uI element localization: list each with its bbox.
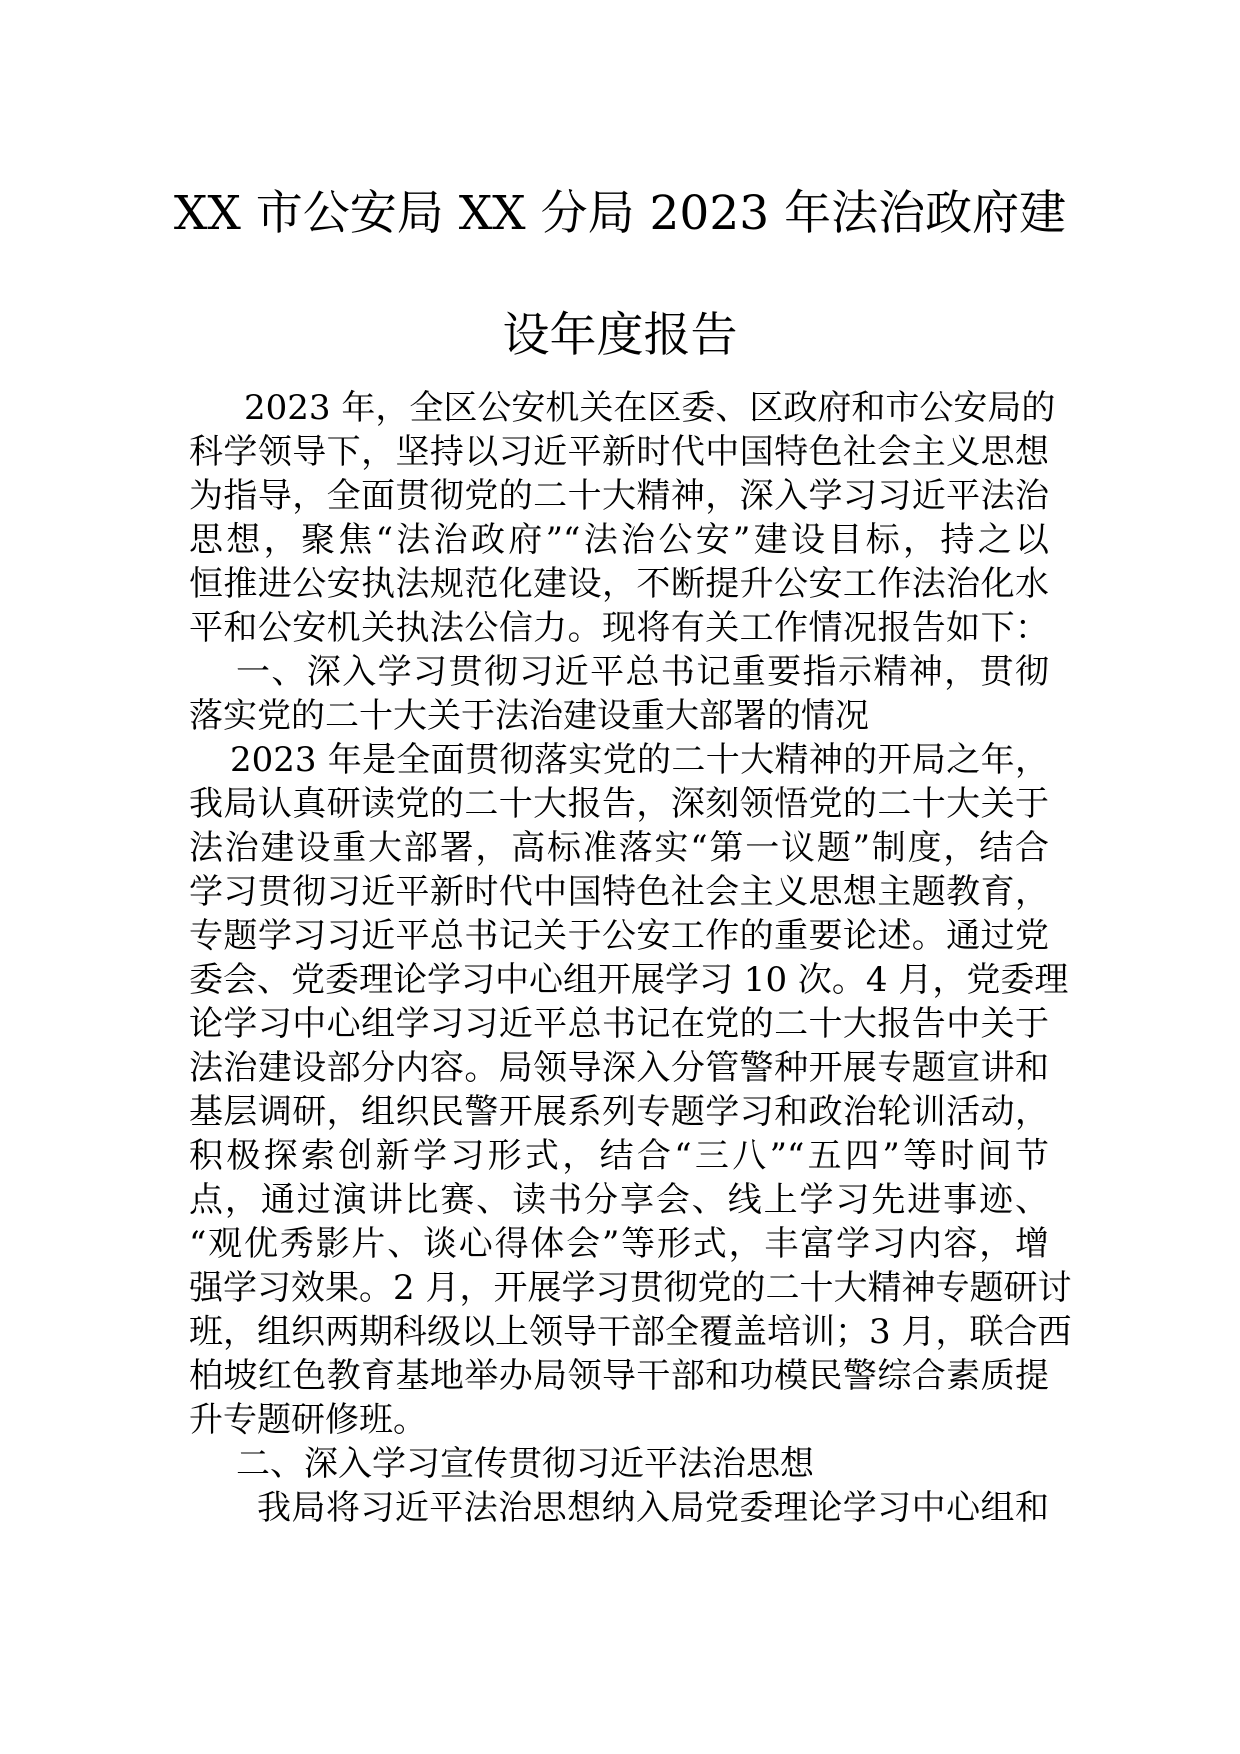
body-line-11: 法治建设重大部署，高标准落实“第一议题”制度，结合: [189, 828, 1049, 868]
body-line-26: 我局将习近平法治思想纳入局党委理论学习中心组和: [257, 1488, 1049, 1528]
body-line-18: 积极探索创新学习形式，结合“三八”“五四”等时间节: [189, 1136, 1049, 1176]
body-line-4: 思想，聚焦“法治政府”“法治公安”建设目标，持之以: [189, 520, 1049, 560]
body-line-10: 我局认真研读党的二十大报告，深刻领悟党的二十大关于: [189, 784, 1049, 824]
document-title-line-2: 设年度报告: [502, 308, 738, 363]
body-line-16: 法治建设部分内容。局领导深入分管警种开展专题宣讲和: [189, 1048, 1049, 1088]
body-line-14: 委会、党委理论学习中心组开展学习 10 次。4 月，党委理: [189, 960, 1069, 1000]
body-line-17: 基层调研，组织民警开展系列专题学习和政治轮训活动，: [189, 1092, 1049, 1132]
document-title-line-1: XX 市公安局 XX 分局 2023 年法治政府建: [173, 186, 1067, 241]
section-heading-1-line-1: 一、深入学习贯彻习近平总书记重要指示精神，贯彻: [236, 652, 1049, 692]
section-heading-2: 二、深入学习宣传贯彻习近平法治思想: [236, 1444, 814, 1484]
body-line-6: 平和公安机关执法公信力。现将有关工作情况报告如下：: [189, 608, 1049, 648]
body-line-9: 2023 年是全面贯彻落实党的二十大精神的开局之年，: [230, 740, 1049, 780]
body-line-15: 论学习中心组学习习近平总书记在党的二十大报告中关于: [189, 1004, 1049, 1044]
body-line-5: 恒推进公安执法规范化建设，不断提升公安工作法治化水: [189, 564, 1049, 604]
body-line-21: 强学习效果。2 月，开展学习贯彻党的二十大精神专题研讨: [189, 1268, 1072, 1308]
body-line-23: 柏坡红色教育基地举办局领导干部和功模民警综合素质提: [189, 1356, 1049, 1396]
body-line-13: 专题学习习近平总书记关于公安工作的重要论述。通过党: [189, 916, 1049, 956]
body-line-3: 为指导，全面贯彻党的二十大精神，深入学习习近平法治: [189, 476, 1049, 516]
body-line-12: 学习贯彻习近平新时代中国特色社会主义思想主题教育，: [189, 872, 1049, 912]
body-line-1: 2023 年，全区公安机关在区委、区政府和市公安局的: [244, 388, 1056, 428]
body-line-22: 班，组织两期科级以上领导干部全覆盖培训；3 月，联合西: [189, 1312, 1072, 1352]
body-line-2: 科学领导下，坚持以习近平新时代中国特色社会主义思想: [189, 432, 1049, 472]
section-heading-1-line-2: 落实党的二十大关于法治建设重大部署的情况: [189, 696, 869, 736]
body-line-20: “观优秀影片、谈心得体会”等形式，丰富学习内容，增: [189, 1224, 1049, 1264]
body-line-19: 点，通过演讲比赛、读书分享会、线上学习先进事迹、: [189, 1180, 1049, 1220]
body-line-24: 升专题研修班。: [189, 1400, 427, 1440]
